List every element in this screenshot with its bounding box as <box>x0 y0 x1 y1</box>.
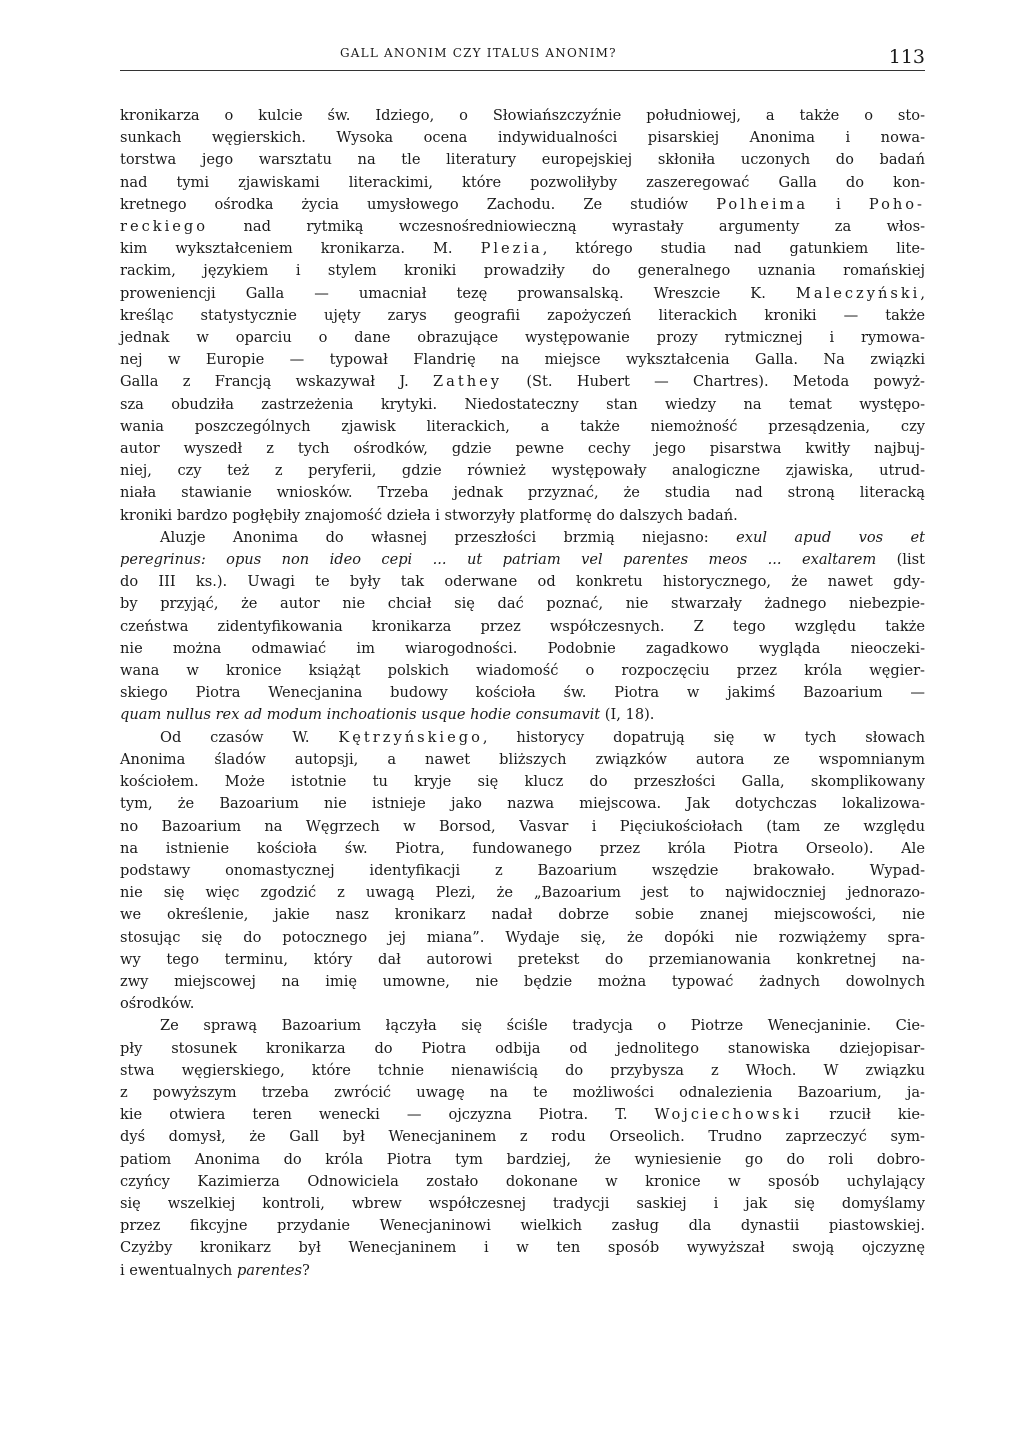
text-run: sunkach węgierskich. Wysoka ocena indywidualności pisarskiej Anonima i nowa- <box>120 129 925 147</box>
text-run: sza obudziła zastrzeżenia krytyki. Niedostateczny stan wiedzy na temat występo- <box>120 395 925 413</box>
text-run: Od czasów W. <box>160 728 339 746</box>
text-run: rackim, językiem i stylem kroniki prowadziły do generalnego uznania romańskiej <box>120 262 925 280</box>
text-line <box>120 682 925 704</box>
text-run: stosując się do potocznego jej miana”. Wydaje się, że dopóki nie rozwiążemy spra- <box>120 928 925 946</box>
text-run: jednak w oparciu o dane obrazujące występowanie prozy rytmicznej i rymowa- <box>120 329 925 347</box>
text-run: dyś domysł, że Gall był Wenecjaninem z rodu Orseolich. Trudno zaprzeczyć sym- <box>120 1128 925 1146</box>
text-run: , historycy dopatrują się w tych słowach <box>482 728 925 746</box>
text-run: we określenie, jakie nasz kronikarz nadał dobrze sobie znanej miejscowości, nie <box>120 906 925 924</box>
text-run: stwa węgierskiego, które tchnie nienawiścią do przybysza z Włoch. W związku <box>120 1061 925 1079</box>
text-run: Czyżby kronikarz był Wenecjaninem i w ten sposób wywyższał swoją ojczyznę <box>120 1239 925 1257</box>
text-line <box>120 194 925 216</box>
text-run: kie otwiera teren wenecki — ojczyzna Piotra. T. <box>120 1106 655 1124</box>
text-run: podstawy onomastycznej identyfikacji z Bazoarium wszędzie brakowało. Wypad- <box>120 861 925 879</box>
text-line <box>120 1082 925 1104</box>
text-line <box>120 460 925 482</box>
text-run: przez fikcyjne przydanie Wenecjaninowi wielkich zasług dla dynastii piastowskiej. <box>120 1217 925 1235</box>
text-line <box>120 1193 925 1215</box>
text-line <box>120 549 925 571</box>
text-run: i <box>808 195 869 213</box>
text-line <box>120 882 925 904</box>
text-run: rzucił kie- <box>802 1106 925 1124</box>
text-line <box>120 216 925 238</box>
text-run: kretnego ośrodka życia umysłowego Zachodu. Ze studiów <box>120 195 717 213</box>
text-line <box>120 438 925 460</box>
text-run: nie można odmawiać im wiarogodności. Podobnie zagadkowo wygląda nieoczeki- <box>120 639 925 657</box>
text-line <box>120 527 925 549</box>
text-line <box>120 1104 925 1126</box>
text-line <box>120 149 925 171</box>
text-run: niała stawianie wniosków. Trzeba jednak przyznać, że studia nad stroną literacką <box>120 484 925 502</box>
text-line <box>120 616 925 638</box>
text-line <box>120 127 925 149</box>
text-run: kroniki bardzo pogłębiły znajomość dzieła i stworzyły platformę do dalszych badań. <box>120 506 738 524</box>
text-run: pły stosunek kronikarza do Piotra odbija od jednolitego stanowiska dziejopisar- <box>120 1039 925 1057</box>
text-run: patiom Anonima do króla Piotra tym bardziej, że wyniesienie go do roli dobro- <box>120 1150 925 1168</box>
text-run: z powyższym trzeba zwrócić uwagę na te możliwości odnalezienia Bazoarium, ja- <box>120 1083 925 1101</box>
text-run: (I, 18). <box>600 706 655 724</box>
text-line <box>120 927 925 949</box>
text-run: nad rytmiką wczesnośredniowieczną wyrastały argumenty za włos- <box>208 218 925 236</box>
text-run: kim wykształceniem kronikarza. M. <box>120 240 481 258</box>
text-line <box>120 283 925 305</box>
text-run: skiego Piotra Wenecjanina budowy kościoła św. Piotra w jakimś Bazoarium — <box>120 684 925 702</box>
text-run: czeństwa zidentyfikowania kronikarza przez współczesnych. Z tego względu także <box>120 617 925 635</box>
text-run: Ze sprawą Bazoarium łączyła się ściśle tradycja o Piotrze Wenecjaninie. Cie- <box>160 1017 925 1035</box>
text-line <box>120 816 925 838</box>
text-run: (St. Hubert — Chartres). Metoda powyż- <box>502 373 925 391</box>
text-line <box>120 860 925 882</box>
text-line <box>120 771 925 793</box>
text-line <box>120 1149 925 1171</box>
text-line <box>120 749 925 771</box>
body-text <box>120 105 925 1282</box>
text-line <box>120 1237 925 1259</box>
text-line <box>120 971 925 993</box>
text-run: i ewentualnych <box>120 1261 237 1279</box>
text-line <box>120 172 925 194</box>
italic-run: parentes <box>236 1261 303 1279</box>
text-line <box>120 505 925 527</box>
text-run: do III ks.). Uwagi te były tak oderwane od konkretu historycznego, że nawet gdy- <box>120 573 925 591</box>
text-run: wana w kronice książąt polskich wiadomość o rozpoczęciu przez króla węgier- <box>120 662 925 680</box>
text-line <box>120 371 925 393</box>
text-line <box>120 349 925 371</box>
text-line <box>120 482 925 504</box>
spaced-name-run: Maleczyński <box>795 284 921 302</box>
text-run: na istnienie kościoła św. Piotra, fundowanego przez króla Piotra Orseolo). Ale <box>120 839 925 857</box>
text-run: Galla z Francją wskazywał J. <box>120 373 434 391</box>
text-run: tym, że Bazoarium nie istnieje jako nazwa miejscowa. Jak dotychczas lokalizowa- <box>120 795 925 813</box>
spaced-name-run: Plezia <box>480 240 543 258</box>
text-run: autor wyszedł z tych ośrodków, gdzie pewne cechy jego pisarstwa kwitły najbuj- <box>120 440 925 458</box>
spaced-name-run: Wojciechowski <box>654 1106 803 1124</box>
spaced-name-run: Kętrzyńskiego <box>338 728 483 746</box>
text-run: Anonima śladów autopsji, a nawet bliższych związków autora ze wspomnianym <box>120 750 925 768</box>
text-run: czyńcy Kazimierza Odnowiciela zostało dokonane w kronice w sposób uchylający <box>120 1172 925 1190</box>
text-line <box>120 1060 925 1082</box>
text-line <box>120 704 925 726</box>
text-line <box>120 327 925 349</box>
text-line <box>120 993 925 1015</box>
text-run: kronikarza o kulcie św. Idziego, o Słowiańszczyźnie południowej, a także o sto- <box>120 107 925 124</box>
text-run: nie się więc zgodzić z uwagą Plezi, że „Bazoarium jest to najwidoczniej jednorazo- <box>120 884 925 902</box>
text-run: ośrodków. <box>120 995 195 1013</box>
text-line <box>120 416 925 438</box>
text-line <box>120 838 925 860</box>
text-run: , którego studia nad gatunkiem lite- <box>542 240 925 258</box>
italic-run: exul apud vos et <box>736 528 926 546</box>
text-line <box>120 105 925 127</box>
text-run: ? <box>302 1261 310 1279</box>
text-line <box>120 1260 925 1282</box>
running-title: GALL ANONIM CZY ITALUS ANONIM? <box>340 46 617 60</box>
text-run: (list <box>876 551 925 569</box>
text-line <box>120 660 925 682</box>
text-run: torstwa jego warsztatu na tle literatury europejskiej skłoniła uczonych do badań <box>120 151 925 169</box>
spaced-name-run: Polheima <box>716 195 809 213</box>
text-line <box>120 638 925 660</box>
text-line <box>120 1215 925 1237</box>
text-run: wy tego terminu, który dał autorowi pretekst do przemianowania konkretnej na- <box>120 950 925 968</box>
italic-run: quam nullus rex ad modum inchoationis usque hodie consumavit <box>120 706 601 724</box>
text-line <box>120 238 925 260</box>
text-line <box>120 394 925 416</box>
text-run: , <box>920 284 925 302</box>
text-run: Aluzje Anonima do własnej przeszłości brzmią niejasno: <box>160 528 737 546</box>
text-line <box>120 305 925 327</box>
text-line <box>120 949 925 971</box>
text-line <box>120 1038 925 1060</box>
text-run: niej, czy też z peryferii, gdzie również występowały analogiczne zjawiska, utrud- <box>120 462 925 480</box>
text-run: nad tymi zjawiskami literackimi, które pozwoliłyby zaszeregować Galla do kon- <box>120 173 925 191</box>
text-run: no Bazoarium na Węgrzech w Borsod, Vasvar i Pięciukościołach (tam ze względu <box>120 817 925 835</box>
spaced-name-run: Zathey <box>433 373 503 391</box>
spaced-name-run: Poho- <box>868 195 925 213</box>
italic-run: peregrinus: opus non ideo cepi ... ut patriam vel parentes meos ... exaltarem <box>120 551 877 569</box>
page-number: 113 <box>888 46 925 68</box>
book-page <box>120 40 925 1282</box>
spaced-name-run: reckiego <box>120 218 209 236</box>
text-line <box>120 571 925 593</box>
text-line <box>120 727 925 749</box>
text-run: by przyjąć, że autor nie chciał się dać poznać, nie stwarzały żadnego niebezpie- <box>120 595 925 613</box>
text-line <box>120 904 925 926</box>
text-line <box>120 593 925 615</box>
running-head <box>120 40 925 71</box>
text-line <box>120 793 925 815</box>
text-run: się wszelkiej kontroli, wbrew współczesnej tradycji saskiej i jak się domyślamy <box>120 1194 925 1212</box>
text-run: kościołem. Może istotnie tu kryje się klucz do przeszłości Galla, skomplikowany <box>120 773 925 791</box>
text-line <box>120 1171 925 1193</box>
text-line <box>120 1126 925 1148</box>
text-line <box>120 260 925 282</box>
text-run: wania poszczególnych zjawisk literackich, a także niemożność przesądzenia, czy <box>120 417 925 435</box>
text-run: kreśląc statystycznie ujęty zarys geografii zapożyczeń literackich kroniki — także <box>120 306 925 324</box>
text-line <box>120 1015 925 1037</box>
text-run: zwy miejscowej na imię umowne, nie będzie można typować żadnych dowolnych <box>120 972 925 990</box>
text-run: nej w Europie — typował Flandrię na miejsce wykształcenia Galla. Na związki <box>120 351 925 369</box>
text-run: proweniencji Galla — umacniał tezę prowansalską. Wreszcie K. <box>120 284 796 302</box>
